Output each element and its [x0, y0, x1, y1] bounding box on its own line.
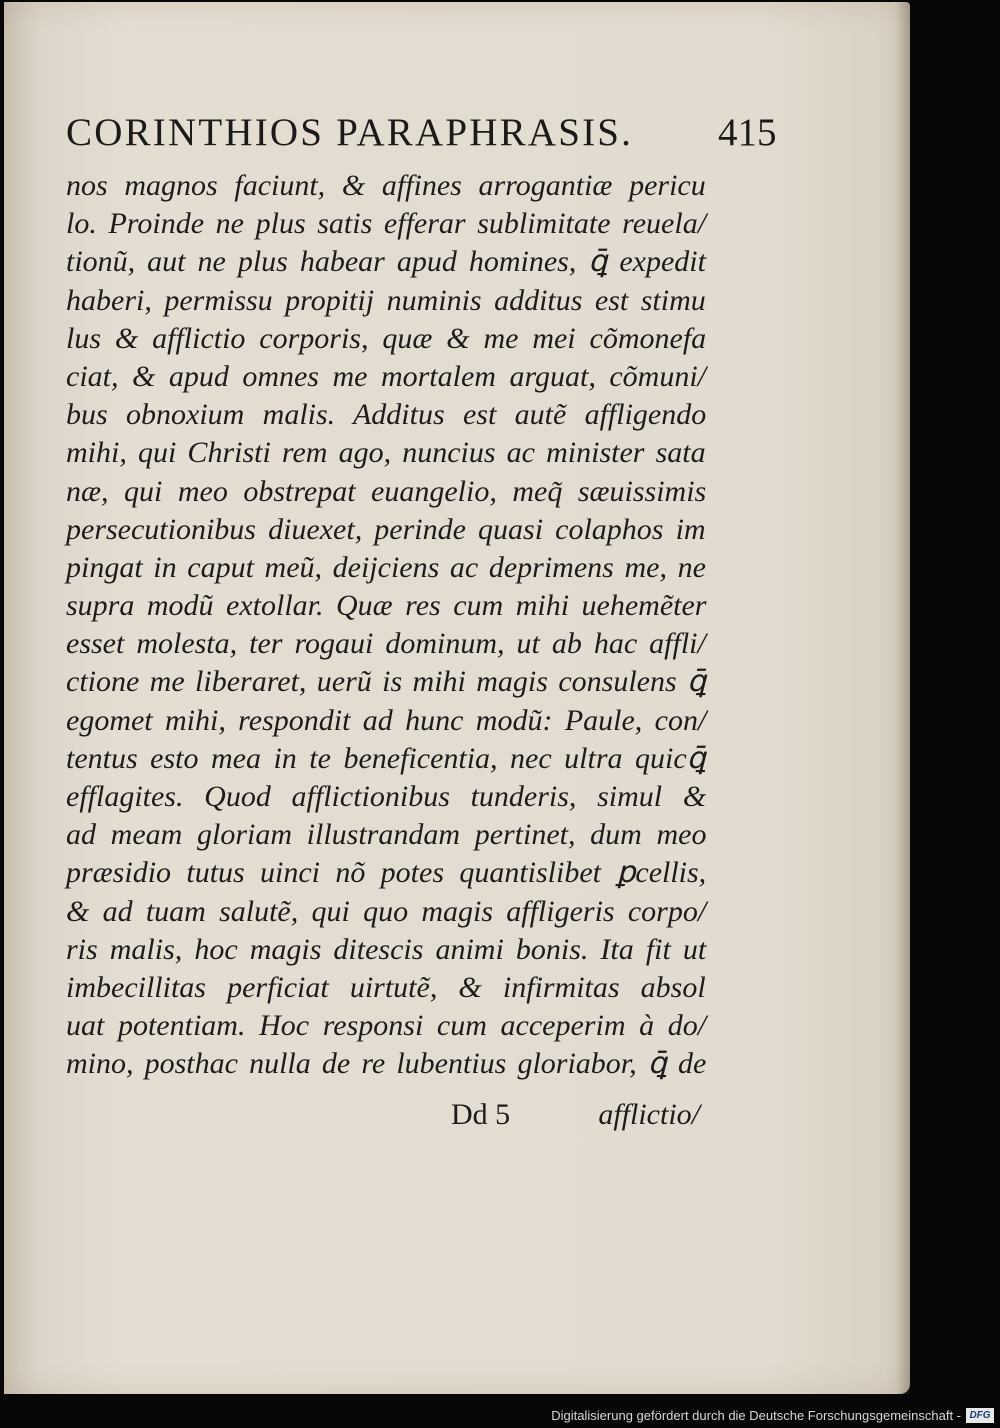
- text-line: lus & afflictio corporis, quæ & me mei cõmonefa: [66, 321, 707, 355]
- signature-mark: Dd 5: [451, 1098, 511, 1131]
- text-line: ad meam gloriam illustrandam pertinet, dum meo: [66, 818, 707, 852]
- text-line: ctione me liberaret, uerũ is mihi magis consulens ꝗ̄: [66, 665, 707, 699]
- text-line: egomet mihi, respondit ad hunc modũ: Paule, con/: [66, 703, 707, 737]
- text-line: persecutionibus diuexet, perinde quasi colaphos im: [66, 512, 706, 546]
- text-line: supra modũ extollar. Quæ res cum mihi uehemẽter: [66, 589, 707, 623]
- text-line: ciat, & apud omnes me mortalem arguat, cõmuni/: [66, 359, 706, 393]
- text-line: pingat in caput meũ, deijciens ac deprimens me, ne: [66, 550, 706, 584]
- text-line: bus obnoxium malis. Additus est autẽ affligendo: [66, 398, 707, 432]
- body-text: [66, 167, 706, 1084]
- text-line: næ, qui meo obstrepat euangelio, meq̃ sæuissimis: [66, 474, 707, 508]
- book-page: [4, 2, 910, 1394]
- credit-bar: [551, 1402, 1000, 1428]
- text-line: efflagites. Quod afflictionibus tunderis, simul &: [66, 780, 707, 813]
- text-line: & ad tuam salutẽ, qui quo magis affligeris corpo/: [66, 894, 707, 928]
- page-header: [66, 110, 786, 160]
- credit-text: Digitalisierung gefördert durch die Deutsche Forschungsgemeinschaft -: [551, 1407, 961, 1423]
- text-line: nos magnos faciunt, & affines arrogantiæ pericu: [66, 169, 706, 202]
- text-line: lo. Proinde ne plus satis efferar sublimitate reuela/: [66, 207, 707, 241]
- page-footer: [66, 1098, 706, 1138]
- text-line: uat potentiam. Hoc responsi cum acceperim à do/: [66, 1009, 707, 1043]
- text-line: imbecillitas perficiat uirtutẽ, & infirmitas absol: [66, 970, 706, 1004]
- text-line: esset molesta, ter rogaui dominum, ut ab hac affli/: [66, 627, 706, 661]
- text-line: præsidio tutus uinci nõ potes quantislibet ꝑcellis,: [66, 856, 707, 890]
- page-number: 415: [718, 111, 777, 154]
- text-line: haberi, permissu propitij numinis additus est stimu: [66, 283, 706, 317]
- dfg-logo-icon: DFG: [966, 1408, 994, 1423]
- text-line: tionũ, aut ne plus habear apud homines, ꝗ̄ expedit: [66, 245, 706, 279]
- text-line: ris malis, hoc magis ditescis animi bonis. Ita fit ut: [66, 932, 707, 966]
- text-line: tentus esto mea in te beneficentia, nec ultra quicꝗ̄: [66, 741, 706, 775]
- catchword: afflictio/: [598, 1098, 700, 1131]
- running-title: CORINTHIOS PARAPHRASIS.: [66, 111, 634, 154]
- text-line: mino, posthac nulla de re lubentius gloriabor, ꝗ̄ de: [66, 1047, 707, 1081]
- text-line: mihi, qui Christi rem ago, nuncius ac minister sata: [66, 436, 706, 470]
